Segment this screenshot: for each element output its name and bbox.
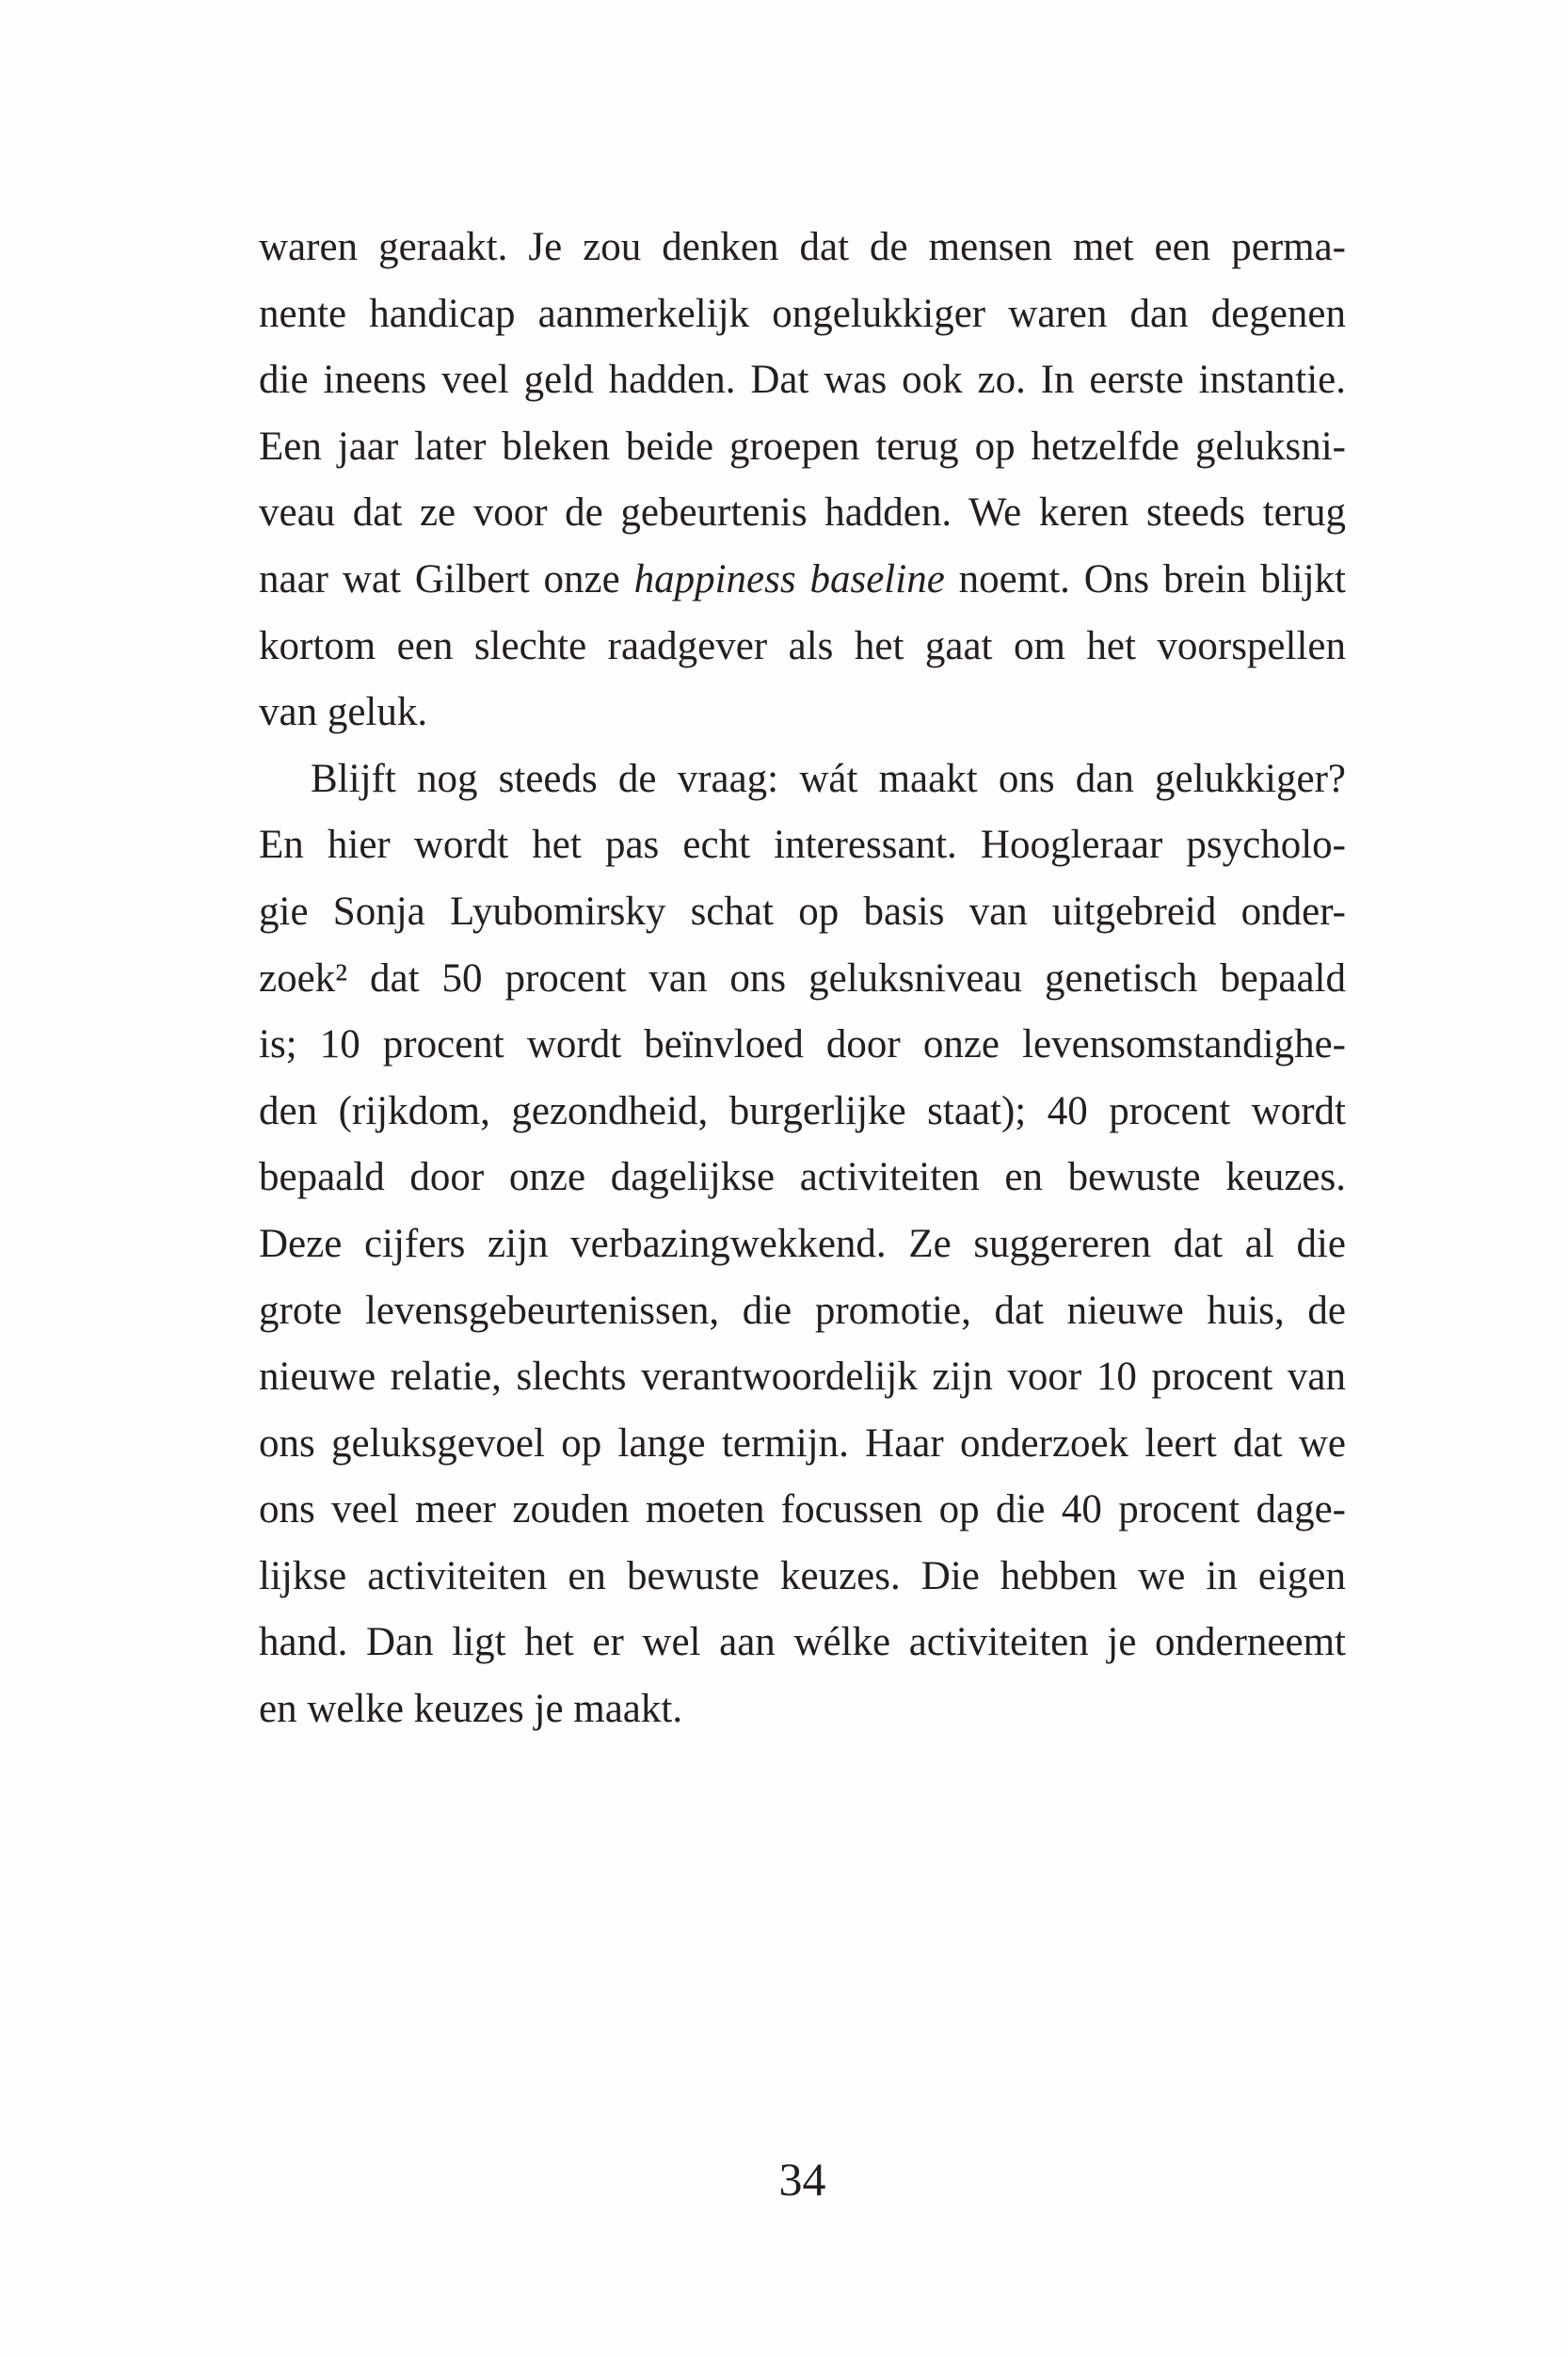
text-line [259,946,1346,1013]
text-line [259,1477,1346,1544]
text-segment: veau dat ze voor de gebeurtenis hadden. We keren steeds terug [259,490,1346,536]
text-line [259,1079,1346,1146]
text-line [259,414,1346,481]
body-text [259,215,1346,1743]
text-segment: waren geraakt. Je zou denken dat de mensen met een perma- [259,225,1346,269]
text-segment: kortom een slechte raadgever als het gaat om het voorspellen [259,623,1346,668]
text-line [259,1012,1346,1079]
page-number: 34 [778,2153,826,2206]
text-segment: ons veel meer zouden moeten focussen op die 40 procent dage- [259,1487,1346,1532]
text-line [259,1411,1346,1478]
text-line [259,1610,1346,1676]
text-line [259,281,1346,348]
text-segment: is; 10 procent wordt beïnvloed door onze levensomstandighe- [259,1022,1346,1067]
text-line [259,1278,1346,1345]
text-line [259,1344,1346,1411]
text-line [259,1544,1346,1611]
text-line [259,547,1346,614]
text-segment: en welke keuzes je maakt. [259,1687,683,1732]
text-segment: zoek² dat 50 procent van ons geluksniveau genetisch bepaald [259,955,1346,1001]
text-segment: bepaald door onze dagelijkse activiteiten en bewuste keuzes. [259,1155,1346,1200]
text-segment: den (rijkdom, gezondheid, burgerlijke staat); 40 procent wordt [259,1088,1346,1133]
text-segment: En hier wordt het pas echt interessant. Hoogleraar psycholo- [259,823,1346,868]
italic-text: happiness baseline [633,556,945,602]
text-line [259,614,1346,681]
text-segment: nieuwe relatie, slechts verantwoordelijk zijn voor 10 procent van [259,1355,1346,1400]
text-segment: van geluk. [259,690,428,735]
text-line [259,347,1346,414]
text-segment: nente handicap aanmerkelijk ongelukkiger waren dan degenen [259,291,1346,336]
text-segment: gie Sonja Lyubomirsky schat op basis van uitgebreid onder- [259,889,1346,934]
text-segment: hand. Dan ligt het er wel aan wélke activiteiten je onderneemt [259,1620,1346,1665]
text-line [259,480,1346,547]
text-segment: Een jaar later bleken beide groepen terug op hetzelfde geluksni- [259,424,1346,469]
text-line [259,746,1346,813]
text-line [259,215,1346,281]
text-segment: die ineens veel geld hadden. Dat was ook zo. In eerste instantie. [259,358,1346,403]
text-segment: lijkse activiteiten en bewuste keuzes. Die hebben we in eigen [259,1553,1346,1598]
text-segment: Blijft nog steeds de vraag: wát maakt ons dan gelukkiger? [311,756,1346,801]
text-segment: noemt. Ons brein blijkt [944,556,1346,602]
text-segment: grote levensgebeurtenissen, die promotie, dat nieuwe huis, de [259,1288,1346,1333]
text-line [259,1211,1346,1278]
text-line [259,879,1346,946]
text-segment: naar wat Gilbert onze [259,556,634,602]
text-segment: ons geluksgevoel op lange termijn. Haar onderzoek leert dat we [259,1420,1346,1466]
text-line [259,1145,1346,1211]
text-line [259,680,1346,746]
text-line [259,1676,1346,1743]
text-segment: Deze cijfers zijn verbazingwekkend. Ze suggereren dat al die [259,1221,1346,1266]
text-line [259,812,1346,879]
